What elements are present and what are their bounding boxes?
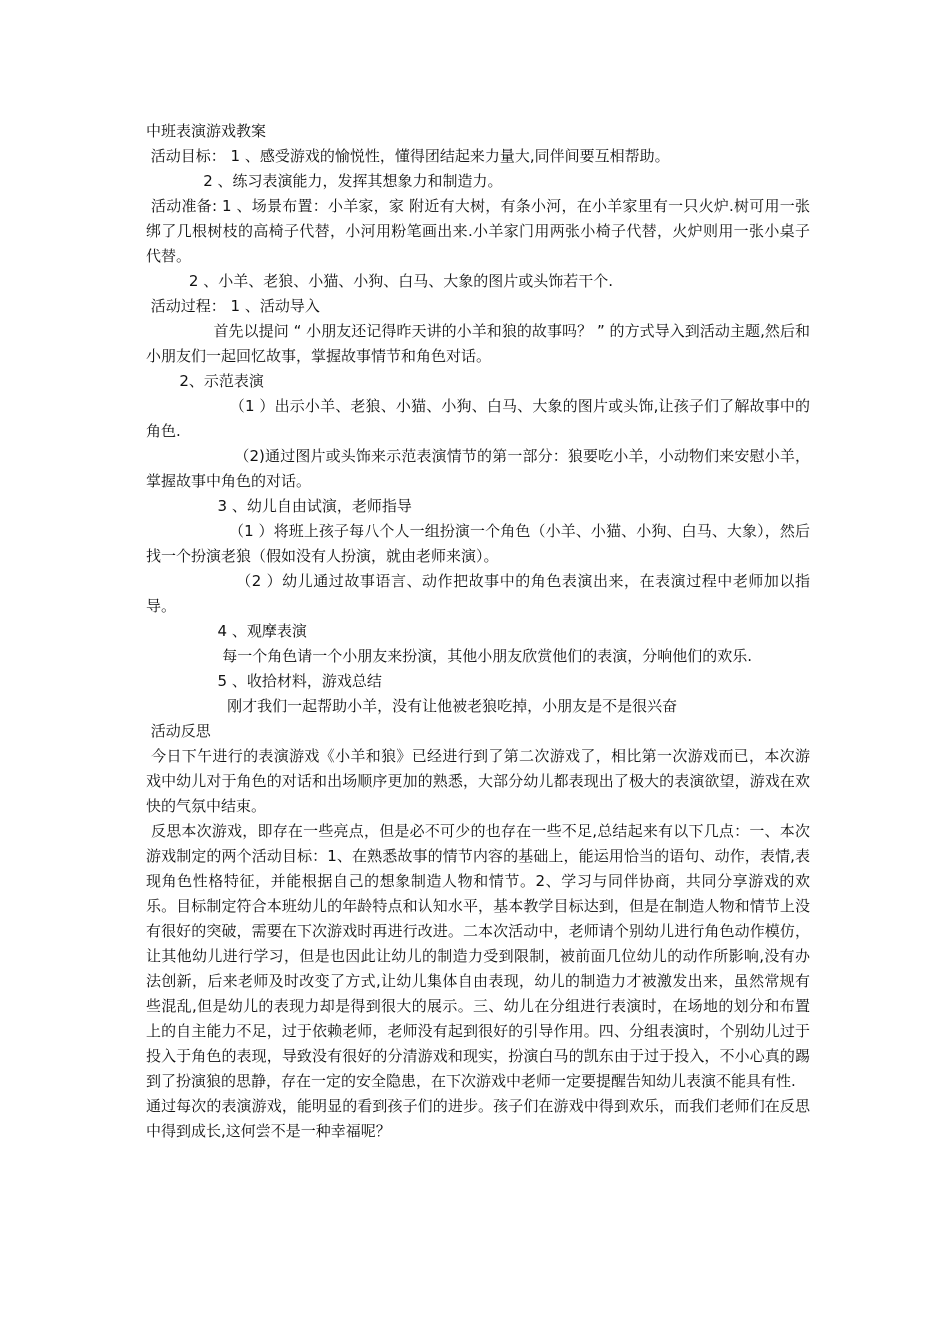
process-heading: 活动过程： 1 、活动导入 <box>146 297 320 315</box>
step-2-item-2: （2)通过图片或头饰来示范表演情节的第一部分：狼要吃小羊，小动物们来安慰小羊，掌握故事中角色的对话。 <box>146 447 810 490</box>
step-4-heading: 4 、观摩表演 <box>146 622 307 640</box>
reflection-heading: 活动反思 <box>146 722 211 740</box>
reflection-paragraph-1: 今日下午进行的表演游戏《小羊和狼》已经进行到了第二次游戏了，相比第一次游戏而已，本次游戏中幼儿对于角色的对话和出场顺序更加的熟悉，大部分幼儿都表现出了极大的表演欲望，游戏在欢快的气氛中结束。 <box>146 747 810 815</box>
step-3-item-2: （2 ）幼儿通过故事语言、动作把故事中的角色表演出来，在表演过程中老师加以指导。 <box>146 572 810 615</box>
step-3-item-1: （1 ）将班上孩子每八个人一组扮演一个角色（小羊、小猫、小狗、白马、大象），然后找一个扮演老狼（假如没有人扮演，就由老师来演）。 <box>146 522 810 565</box>
step-5-text: 刚才我们一起帮助小羊，没有让他被老狼吃掉，小朋友是不是很兴奋 <box>146 697 678 715</box>
document-title: 中班表演游戏教案 <box>146 122 267 140</box>
preparation-2: 2 、小羊、老狼、小猫、小狗、白马、大象的图片或头饰若干个. <box>146 272 614 290</box>
step-2-item-1: （1 ）出示小羊、老狼、小猫、小狗、白马、大象的图片或头饰,让孩子们了解故事中的角色. <box>146 397 810 440</box>
step-2-heading: 2、示范表演 <box>146 372 264 390</box>
document-body <box>146 119 810 1144</box>
goal-2: 2 、练习表演能力，发挥其想象力和制造力。 <box>146 172 503 190</box>
step-5-heading: 5 、收拾材料，游戏总结 <box>146 672 382 690</box>
reflection-paragraph-2: 反思本次游戏，即存在一些亮点，但是必不可少的也存在一些不足,总结起来有以下几点：一、本次游戏制定的两个活动目标：1、在熟悉故事的情节内容的基础上，能运用恰当的语句、动作，表情,表现角色性格特征，并能根据自己的想象制造人物和情节。2、学习与同伴协商，共同分享游戏的欢乐。目标制定符合本班幼儿的年龄特点和认知水平，基本教学目标达到，但是在制造人物和情节上没有很好的突破，需要在下次游戏时再进行改进。二本次活动中，老师请个别幼儿进行角色动作模仿，让其他幼儿进行学习，但是也因此让幼儿的制造力受到限制，被前面几位幼儿的动作所影响,没有办法创新，后来老师及时改变了方式,让幼儿集体自由表现，幼儿的制造力才被激发出来，虽然常规有些混乱,但是幼儿的表现力却是得到很大的展示。三、幼儿在分组进行表演时，在场地的划分和布置上的自主能力不足，过于依赖老师，老师没有起到很好的引导作用。四、分组表演时，个别幼儿过于投入于角色的表现，导致没有很好的分清游戏和现实，扮演白马的凯东由于过于投入，不小心真的踢到了扮演狼的思静，存在一定的安全隐患，在下次游戏中老师一定要提醒告知幼儿表演不能具有性. <box>146 822 810 1090</box>
process-intro: 首先以提问 “ 小朋友还记得昨天讲的小羊和狼的故事吗？ ” 的方式导入到活动主题,然后和小朋友们一起回忆故事，掌握故事情节和角色对话。 <box>146 322 810 365</box>
preparation-1: 活动准备: 1 、场景布置：小羊家，家 附近有大树，有条小河，在小羊家里有一只火炉.树可用一张绑了几根树枝的高椅子代替，小河用粉笔画出来.小羊家门用两张小椅子代替，火炉则用一张小桌子代替。 <box>146 197 810 265</box>
reflection-paragraph-3: 通过每次的表演游戏，能明显的看到孩子们的进步。孩子们在游戏中得到欢乐，而我们老师们在反思中得到成长,这何尝不是一种幸福呢？ <box>146 1097 810 1140</box>
goal-1: 活动目标： 1 、感受游戏的愉悦性，懂得团结起来力量大,同伴间要互相帮助。 <box>146 147 670 165</box>
step-3-heading: 3 、幼儿自由试演，老师指导 <box>146 497 412 515</box>
step-4-text: 每一个角色请一个小朋友来扮演，其他小朋友欣赏他们的表演，分响他们的欢乐. <box>146 647 753 665</box>
